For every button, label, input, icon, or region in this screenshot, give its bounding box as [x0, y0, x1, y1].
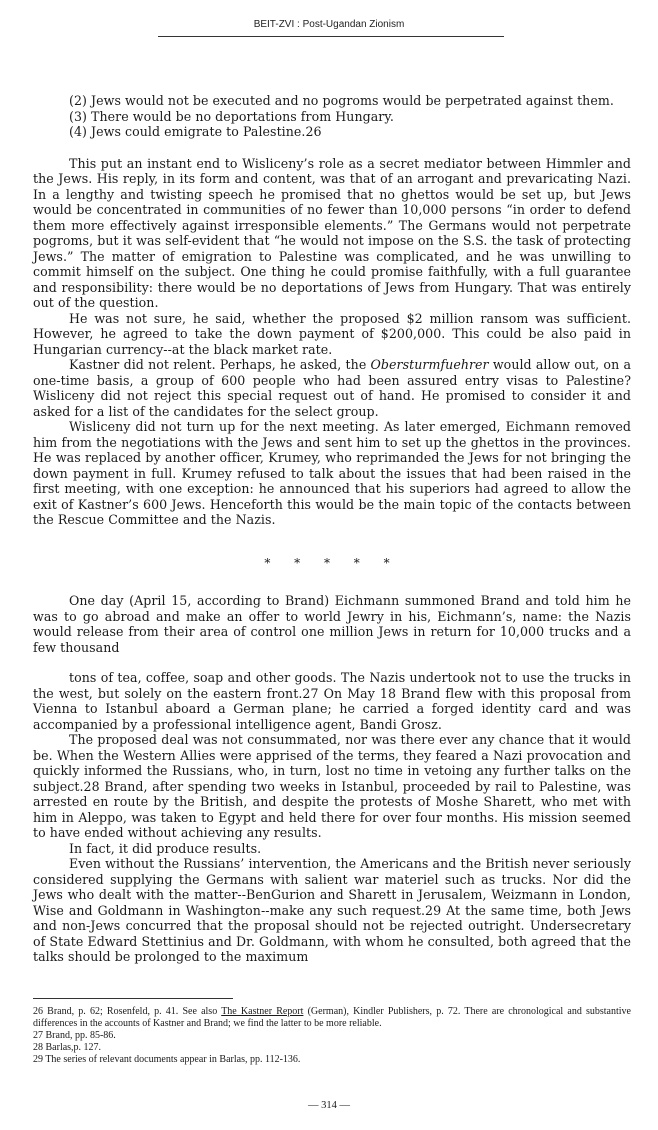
paragraph-text: would allow out, on a one-time basis, a group of 600 people who had been assured entry visas to Palestine? Wisliceny did not reject this special request out of hand. He promised to consider it and asked for a list of the candidates for the select group. [33, 357, 631, 419]
footnote-26 [33, 1006, 631, 1030]
paragraph [33, 357, 631, 419]
footnote-28: 28 Barlas,p. 127. [33, 1042, 102, 1053]
paragraph: Even without the Russians’ intervention, the Americans and the British never seriously considered supplying the Germans with salient war materiel such as trucks. Nor did the Jews who dealt with the matter--BenGurion and Sharett in Jerusalem, Weizmann in London, Wise and Goldmann in Washington--make any such request.29 At the same time, both Jews and non-Jews concurred that the proposal should not be rejected outright. Undersecretary of State Edward Stettinius and Dr. Goldmann, with whom he consulted, both agreed that the talks should be prolonged to the maximum [33, 856, 631, 964]
page-number: — 314 — [308, 1100, 350, 1111]
list-item-2: (2) Jews would not be executed and no pogroms would be perpetrated against them. [69, 93, 614, 108]
footnote-rule [33, 998, 233, 999]
paragraph: He was not sure, he said, whether the proposed $2 million ransom was sufficient. However, he agreed to take the down payment of $200,000. This could be also paid in Hungarian currency--at the black market rate. [33, 310, 631, 357]
paragraph: One day (April 15, according to Brand) Eichmann summoned Brand and told him he was to go abroad and make an offer to world Jewry in his, Eichmann’s, name: the Nazis would release from their area of control one million Jews in return for 10,000 trucks and a few thousand [33, 593, 631, 655]
paragraph-text: Kastner did not relent. Perhaps, he asked, the [69, 357, 371, 372]
list-item-4: (4) Jews could emigrate to Palestine.26 [69, 124, 322, 139]
body-block-1 [33, 93, 631, 528]
footnote-text: (German), Kindler Publishers, p. 72. There are chronological and substantive differences in the accounts of Kastner and Brand; we find the latter to be more reliable. [33, 1006, 631, 1029]
paragraph: In fact, it did produce results. [69, 840, 262, 856]
footnote-title: The Kastner Report [221, 1006, 304, 1017]
paragraph: The proposed deal was not consummated, nor was there ever any chance that it would be. When the Western Allies were apprised of the terms, they feared a Nazi provocation and quickly informed the Russians, who, in turn, lost no time in vetoing any further talks on the subject.28 Brand, after spending two weeks in Istanbul, proceeded by rail to Palestine, was arrested en route by the British, and despite the protests of Moshe Sharett, who met with him in Aleppo, was taken to Egypt and held there for over four months. His mission seemed to have ended without achieving any results. [33, 732, 631, 840]
header-rule [158, 36, 504, 37]
section-separator: * * * * * [264, 556, 400, 570]
footnote-27: 27 Brand, pp. 85-86. [33, 1030, 116, 1041]
paragraph: This put an instant end to Wisliceny’s role as a secret mediator between Himmler and the Jews. His reply, in its form and content, was that of an arrogant and prevaricating Nazi. In a lengthy and twisting speech he promised that no ghettos would be set up, but Jews would be concentrated in communities of no fewer than 10,000 persons “in order to defend them more effectively against irresponsible elements.” The Germans would not perpetrate pogroms, but it was self-evident that “he would not impose on the S.S. the task of protecting Jews.” The matter of emigration to Palestine was complicated, and he was unwilling to commit himself on the subject. One thing he could promise faithfully, with a full guarantee and responsibility: there would be no deportations of Jews from Hungary. That was entirely out of the question. [33, 155, 631, 310]
body-block-3 [33, 670, 631, 965]
paragraph: tons of tea, coffee, soap and other goods. The Nazis undertook not to use the trucks in the west, but solely on the eastern front.27 On May 18 Brand flew with this proposal from Vienna to Istanbul aboard a German plane; he carried a forged identity card and was accompanied by a professional intelligence agent, Bandi Grosz. [33, 670, 631, 732]
paragraph-gap [33, 140, 631, 156]
body-block-2 [33, 593, 631, 655]
footnotes [33, 1006, 631, 1066]
emphasis-text: Obersturmfuehrer [370, 357, 489, 372]
footnote-29: 29 The series of relevant documents appear in Barlas, pp. 112-136. [33, 1054, 301, 1065]
footnote-text: 26 Brand, p. 62; Rosenfeld, p. 41. See also [33, 1006, 222, 1017]
list-item-3: (3) There would be no deportations from Hungary. [69, 108, 394, 124]
section-separator-block [33, 556, 631, 572]
running-header: BEIT-ZVI : Post-Ugandan Zionism [253, 19, 405, 30]
paragraph: Wisliceny did not turn up for the next meeting. As later emerged, Eichmann removed him from the negotiations with the Jews and sent him to set up the ghettos in the provinces. He was replaced by another officer, Krumey, who reprimanded the Jews for not bringing the down payment in full. Krumey refused to talk about the issues that had been raised in the first meeting, with one exception: he announced that his superiors had agreed to allow the exit of Kastner’s 600 Jews. Henceforth this would be the main topic of the contacts between the Rescue Committee and the Nazis. [33, 419, 631, 527]
